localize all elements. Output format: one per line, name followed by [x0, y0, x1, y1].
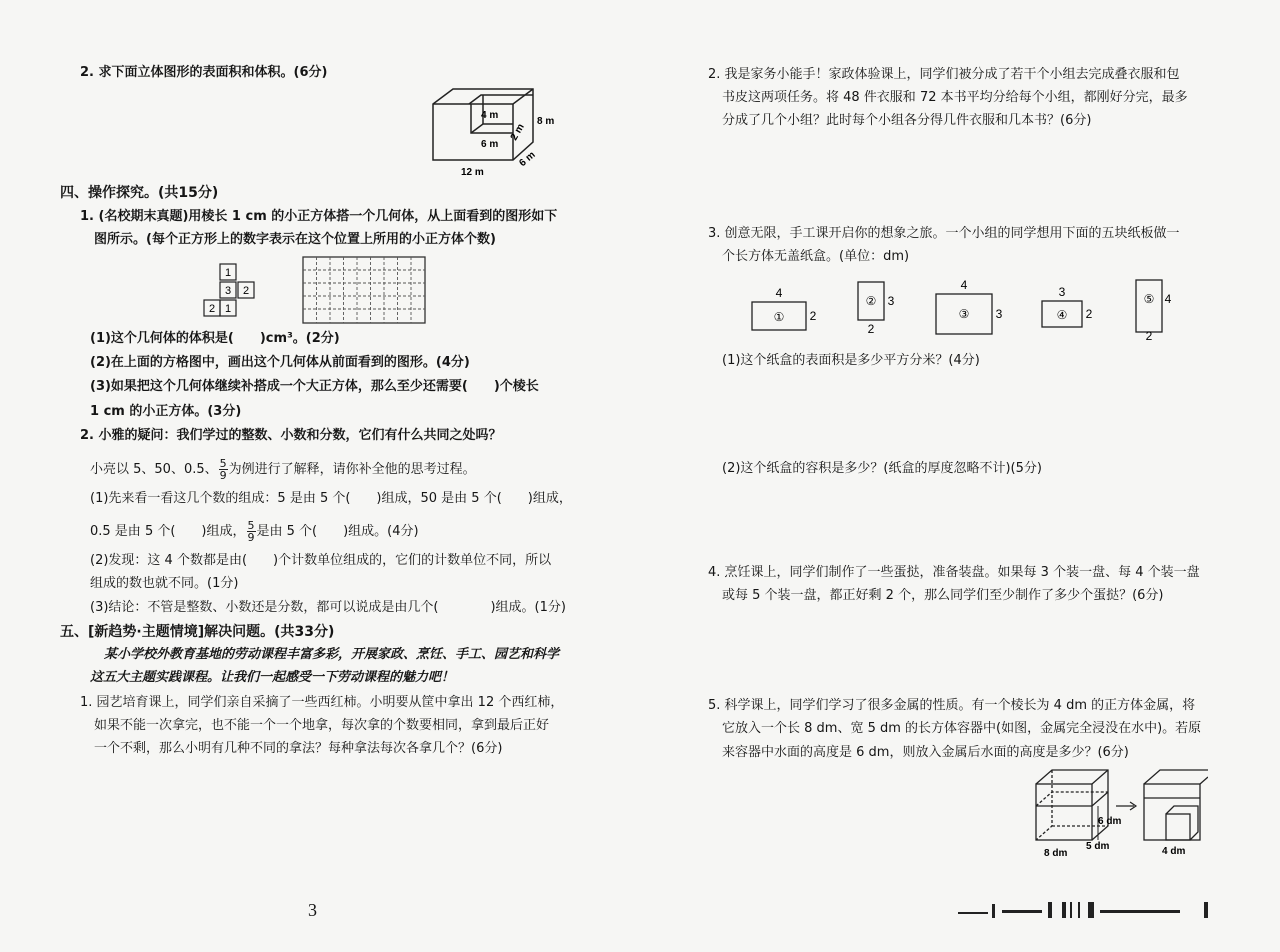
r-q5-line2: 它放入一个长 8 dm、宽 5 dm 的长方体容器中(如图，金属完全浸没在水中)。若原	[722, 721, 1202, 736]
board-2-label: ②	[865, 294, 877, 308]
r-q5-line3: 来容器中水面的高度是 6 dm，则放入金属后水面的高度是多少？(6分)	[722, 745, 1129, 760]
section-5-intro-line1: 某小学校外教育基地的劳动课程丰富多彩，开展家政、烹饪、手工、园艺和科学	[104, 647, 560, 662]
question-2-surface-area: 2. 求下面立体图形的表面积和体积。(6分)	[80, 65, 328, 80]
top-view-figure	[202, 262, 262, 320]
fig-length: 8 dm	[1044, 848, 1068, 859]
barcode-icon	[958, 900, 1220, 920]
r-q3-part2: (2)这个纸盒的容积是多少？(纸盒的厚度忽略不计)(5分)	[722, 461, 1042, 476]
cell-2a: 2	[242, 285, 250, 297]
board-4-height: 2	[1085, 307, 1093, 321]
s5-q1-line1: 1. 园艺培育课上，同学们亲自采摘了一些西红柿。小明要从筐中拿出 12 个西红柿，	[80, 695, 564, 710]
board-3-width: 4	[960, 278, 968, 292]
cell-1: 1	[224, 267, 232, 279]
fig-label-4m: 4 m	[481, 110, 499, 121]
r-q2-line3: 分成了几个小组？此时每个小组各分得几件衣服和几本书？(6分)	[722, 113, 1092, 128]
s4-q2-part2a: (2)发现：这 4 个数都是由( )个计数单位组成的，它们的计数单位不同，所以	[90, 553, 552, 568]
board-5-width: 2	[1145, 329, 1153, 342]
section-4-heading: 四、操作探究。(共15分)	[60, 185, 219, 201]
water-container-figure	[1028, 766, 1208, 860]
board-5-height: 4	[1164, 292, 1172, 306]
s5-q1-line2: 如果不能一次拿完，也不能一个一个地拿，每次拿的个数要相同，拿到最后正好	[94, 718, 550, 733]
board-4-width: 3	[1058, 285, 1066, 299]
r-q5-line1: 5. 科学课上，同学们学习了很多金属的性质。有一个棱长为 4 dm 的正方体金属，将	[708, 698, 1196, 713]
fig-label-6m-depth: 6 m	[517, 149, 538, 170]
r-q3-line2: 个长方体无盖纸盒。(单位：dm)	[722, 249, 910, 264]
fig-label-2m: 2 m	[508, 122, 527, 143]
s4-q1-part3b: 1 cm 的小正方体。(3分)	[90, 404, 242, 419]
fig-label-6m-front: 6 m	[481, 139, 499, 150]
section-5-heading: 五、[新趋势·主题情境]解决问题。(共33分)	[60, 624, 335, 640]
s4-q1-part1: (1)这个几何体的体积是( )cm³。(2分)	[90, 331, 340, 346]
fig-width: 5 dm	[1086, 841, 1110, 852]
cell-2b: 2	[208, 303, 216, 315]
board-2-width: 2	[867, 322, 875, 336]
fraction-5-9b: $\frac{5}{9}$	[247, 519, 255, 544]
r-q4-line2: 或每 5 个装一盘，都正好剩 2 个，那么同学们至少制作了多少个蛋挞？(6分)	[722, 588, 1164, 603]
s4-q2-line2: 小亮以 5、50、0.5、 $\frac{5}{9}$ 为例进行了解释，请你补全他的思考过程。	[90, 457, 476, 482]
fig-water-height: 6 dm	[1098, 816, 1122, 827]
board-4-label: ④	[1056, 308, 1068, 322]
cell-1b: 1	[224, 303, 232, 315]
five-boards-figure	[740, 270, 1180, 342]
fig-cube-edge: 4 dm	[1162, 846, 1186, 857]
s4-q1-part3a: (3)如果把这个几何体继续补搭成一个大正方体，那么至少还需要( )个棱长	[90, 379, 539, 394]
fraction-5-9: $\frac{5}{9}$	[219, 457, 227, 482]
r-q3-line1: 3. 创意无限，手工课开启你的想象之旅。一个小组的同学想用下面的五块纸板做一	[708, 226, 1180, 241]
section-5-intro-line2: 这五大主题实践课程。让我们一起感受一下劳动课程的魅力吧！	[90, 670, 455, 685]
board-2-height: 3	[887, 294, 895, 308]
r-q4-line1: 4. 烹饪课上，同学们制作了一些蛋挞，准备装盘。如果每 3 个装一盘、每 4 个装一盘	[708, 565, 1200, 580]
s4-q2-part2b: 组成的数也就不同。(1分)	[90, 576, 239, 591]
s4-q2-part1a: (1)先来看一看这几个数的组成：5 是由 5 个( )组成，50 是由 5 个( )组成，	[90, 491, 572, 506]
fig-label-8m: 8 m	[537, 116, 555, 127]
s4-q1-line2: 图所示。(每个正方形上的数字表示在这个位置上所用的小正方体个数)	[94, 232, 496, 247]
r-q2-line2: 书皮这两项任务。将 48 件衣服和 72 本书平均分给每个小组，都刚好分完，最多	[722, 90, 1188, 105]
s5-q1-line3: 一个不剩，那么小明有几种不同的拿法？每种拿法每次各拿几个？(6分)	[94, 741, 503, 756]
board-1-width: 4	[775, 286, 783, 300]
solid-figure-diagram	[425, 84, 565, 178]
s4-q2-line1: 2. 小雅的疑问：我们学过的整数、小数和分数，它们有什么共同之处吗？	[80, 428, 502, 443]
page-number: 3	[308, 900, 317, 920]
s4-q2-part1b: 0.5 是由 5 个( )组成， $\frac{5}{9}$ 是由 5 个( )组成。(4分)	[90, 519, 419, 544]
board-5-label: ⑤	[1143, 292, 1155, 306]
fig-label-12m: 12 m	[461, 167, 484, 178]
cell-3: 3	[224, 285, 232, 297]
s4-q1-line1: 1. (名校期末真题)用棱长 1 cm 的小正方体搭一个几何体，从上面看到的图形如下	[80, 209, 558, 224]
board-3-label: ③	[958, 307, 970, 321]
drawing-grid[interactable]	[302, 256, 426, 324]
r-q3-part1: (1)这个纸盒的表面积是多少平方分米？(4分)	[722, 353, 980, 368]
s4-q2-part3: (3)结论：不管是整数、小数还是分数，都可以说成是由几个( )组成。(1分)	[90, 600, 566, 615]
s4-q1-part2: (2)在上面的方格图中，画出这个几何体从前面看到的图形。(4分)	[90, 355, 470, 370]
board-1-label: ①	[773, 310, 785, 324]
board-3-height: 3	[995, 307, 1003, 321]
r-q2-line1: 2. 我是家务小能手！家政体验课上，同学们被分成了若干个小组去完成叠衣服和包	[708, 67, 1180, 82]
board-1-height: 2	[809, 309, 817, 323]
